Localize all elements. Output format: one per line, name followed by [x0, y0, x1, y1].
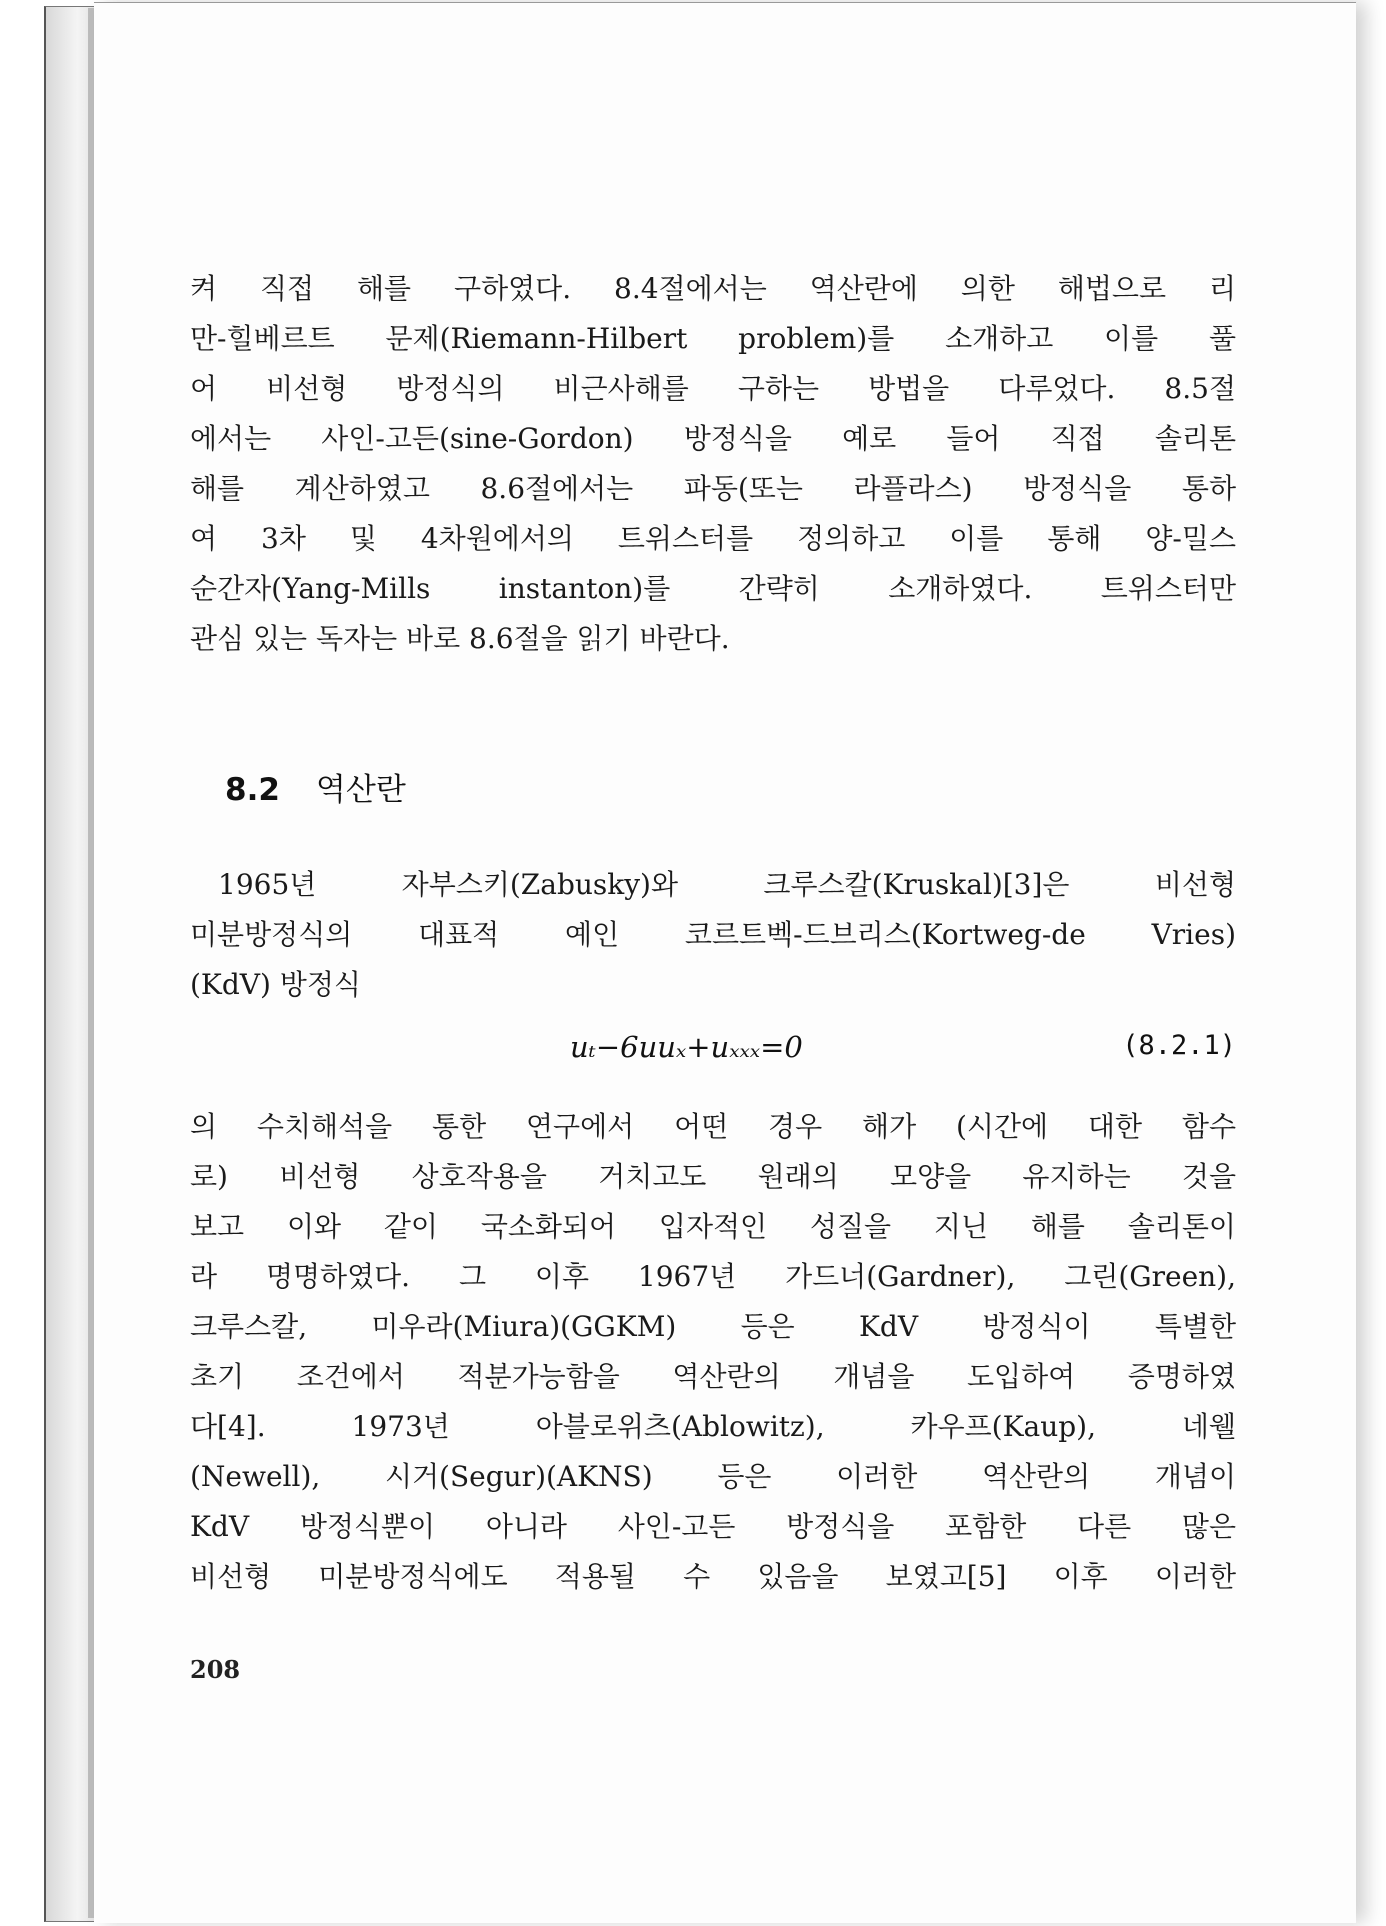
section-title: 역산란 — [315, 772, 406, 808]
text-line: 다[4]. 1973년 아블로위츠(Ablowitz), 카우프(Kaup), 네웰 — [190, 1410, 1236, 1443]
text-line: 1965년 자부스키(Zabusky)와 크루스칼(Kruskal)[3]은 비선형 — [218, 868, 1236, 901]
page-number: 208 — [190, 1655, 241, 1684]
text-line: 순간자(Yang-Mills instanton)를 간략히 소개하였다. 트위스터만 — [190, 572, 1236, 605]
equation-number: (8.2.1) — [1122, 1030, 1236, 1061]
text-line: (Newell), 시거(Segur)(AKNS) 등은 이러한 역산란의 개념이 — [190, 1460, 1236, 1493]
paragraph-intro — [190, 264, 1236, 664]
text-line: 여 3차 및 4차원에서의 트위스터를 정의하고 이를 통해 양-밀스 — [190, 522, 1236, 555]
text-line: 로) 비선형 상호작용을 거치고도 원래의 모양을 유지하는 것을 — [190, 1160, 1236, 1193]
text-line: 비선형 미분방정식에도 적용될 수 있음을 보였고[5] 이후 이러한 — [190, 1560, 1236, 1593]
text-line: 라 명명하였다. 그 이후 1967년 가드너(Gardner), 그린(Green), — [190, 1260, 1236, 1293]
text-line: 보고 이와 같이 국소화되어 입자적인 성질을 지닌 해를 솔리톤이 — [190, 1210, 1236, 1243]
text-line: (KdV) 방정식 — [190, 968, 361, 1001]
kdv-equation: uₜ−6uuₓ+uₓₓₓ=0 — [570, 1030, 803, 1064]
text-line: 크루스칼, 미우라(Miura)(GGKM) 등은 KdV 방정식이 특별한 — [190, 1310, 1236, 1343]
text-line: 초기 조건에서 적분가능함을 역산란의 개념을 도입하여 증명하였 — [190, 1360, 1236, 1393]
section-number: 8.2 — [225, 772, 280, 808]
text-line: KdV 방정식뿐이 아니라 사인-고든 방정식을 포함한 다른 많은 — [190, 1510, 1236, 1543]
text-line: 어 비선형 방정식의 비근사해를 구하는 방법을 다루었다. 8.5절 — [190, 372, 1236, 405]
text-line: 관심 있는 독자는 바로 8.6절을 읽기 바란다. — [190, 622, 730, 655]
text-line: 의 수치해석을 통한 연구에서 어떤 경우 해가 (시간에 대한 함수 — [190, 1110, 1236, 1143]
paragraph-soliton — [190, 1102, 1236, 1602]
text-line: 해를 계산하였고 8.6절에서는 파동(또는 라플라스) 방정식을 통하 — [190, 472, 1236, 505]
equation-row — [190, 1030, 1236, 1080]
text-line: 미분방정식의 대표적 예인 코르트벡-드브리스(Kortweg-de Vries) — [190, 918, 1236, 951]
paragraph-history — [190, 860, 1236, 1010]
section-heading — [225, 764, 406, 809]
text-line: 에서는 사인-고든(sine-Gordon) 방정식을 예로 들어 직접 솔리톤 — [190, 422, 1236, 455]
text-line: 만-힐베르트 문제(Riemann-Hilbert problem)를 소개하고 이를 풀 — [190, 322, 1236, 355]
text-line: 켜 직접 해를 구하였다. 8.4절에서는 역산란에 의한 해법으로 리 — [190, 272, 1236, 305]
